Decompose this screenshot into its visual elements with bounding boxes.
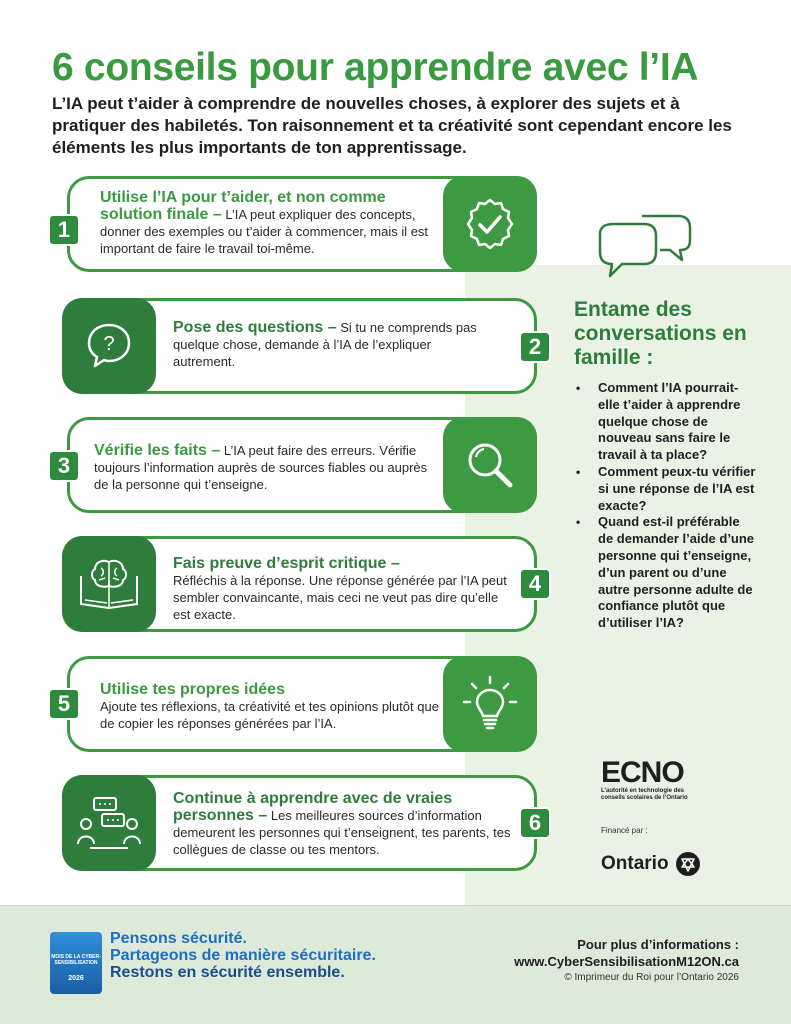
tip-card-6 <box>62 775 537 871</box>
website-link[interactable]: www.CyberSensibilisationM12ON.ca <box>514 954 739 969</box>
tip-card-5 <box>67 656 537 752</box>
cyber-awareness-badge: MOIS DE LA CYBER-SENSIBILISATION 2026 <box>50 932 102 994</box>
tip-heading: Fais preuve d’esprit critique – <box>173 555 400 572</box>
funded-by-label: Financé par : <box>601 826 648 835</box>
question-bubble-icon <box>62 298 156 394</box>
ontario-logo: Ontario <box>601 851 701 877</box>
tip-heading: Utilise tes propres idées <box>100 681 285 698</box>
list-item: • Comment peux-tu vérifier si une réponse de l’IA est exacte? <box>576 464 756 514</box>
tip-body: L’IA peut expliquer des concepts, donner des exemples ou t’aider à commencer, mais il est important de faire le travail toi-même. <box>100 207 429 256</box>
more-info: Pour plus d’informations : www.CyberSensibilisationM12ON.ca <box>514 937 739 969</box>
tip-body: Ajoute tes réflexions, ta créativité et tes opinions plutôt que de copier les réponses générées par l’IA. <box>100 699 439 731</box>
magnifier-icon <box>443 417 537 513</box>
tip-body: Les meilleures sources d’information demeurent les personnes qui t’enseignent, tes parents, tes collègues de classe ou tes mentors. <box>173 808 511 857</box>
tip-heading: Vérifie les faits – <box>94 442 221 459</box>
people-chat-icon <box>62 775 156 871</box>
tip-number-6: 6 <box>519 807 551 839</box>
slogan: Pensons sécurité. Partageons de manière sécuritaire. Restons en sécurité ensemble. <box>110 930 376 981</box>
lightbulb-icon <box>443 656 537 752</box>
sidebar-title: Entame des conversations en famille : <box>574 298 747 369</box>
tip-heading: Utilise l’IA pour t’aider, et non comme solution finale – <box>100 189 386 223</box>
ecno-logo: ECNO L’autorité en technologie des conseils scolaires de l’Ontario <box>601 756 688 801</box>
tip-body: L’IA peut faire des erreurs. Vérifie toujours l’information auprès de sources fiables ou auprès de la personne qui t’enseigne. <box>94 443 428 492</box>
tip-card-1 <box>67 176 537 272</box>
tip-card-2 <box>62 298 537 394</box>
tip-number-3: 3 <box>48 450 80 482</box>
conversation-questions <box>576 380 756 632</box>
trillium-icon <box>675 851 701 877</box>
list-item: • Comment l’IA pourrait-elle t’aider à apprendre quelque chose de nouveau sans faire le travail à ta place? <box>576 380 756 464</box>
tip-number-2: 2 <box>519 331 551 363</box>
tip-number-4: 4 <box>519 568 551 600</box>
tip-card-4 <box>62 536 537 632</box>
brain-book-icon <box>62 536 156 632</box>
footer <box>0 905 791 1024</box>
tip-heading: Pose des questions – <box>173 319 337 336</box>
svg-text:?: ? <box>103 333 115 355</box>
copyright: © Imprimeur du Roi pour l’Ontario 2026 <box>564 972 739 983</box>
checkmark-badge-icon <box>443 176 537 272</box>
tip-heading: Continue à apprendre avec de vraies personnes – <box>173 790 453 824</box>
intro-text: L’IA peut t’aider à comprendre de nouvelles choses, à explorer des sujets et à pratiquer des habiletés. Ton raisonnement et ta créativité sont cependant encore les éléments les plus importants de ton apprentissage. <box>52 94 732 157</box>
page-title: 6 conseils pour apprendre avec l’IA <box>52 46 699 89</box>
tip-card-3 <box>67 417 537 513</box>
speech-bubbles-icon <box>596 212 696 289</box>
tip-number-1: 1 <box>48 214 80 246</box>
tip-body: Réfléchis à la réponse. Une réponse générée par l’IA peut sembler convaincante, mais ceci ne veut pas dire qu’elle est exacte. <box>173 573 507 622</box>
list-item: • Quand est-il préférable de demander l’aide d’une personne qui t’enseigne, d’un parent ou d’une autre personne adulte de confiance plutôt que d’utiliser l’IA? <box>576 514 756 632</box>
tip-number-5: 5 <box>48 688 80 720</box>
tip-body: Si tu ne comprends pas quelque chose, demande à l’IA de l’expliquer autrement. <box>173 320 477 369</box>
